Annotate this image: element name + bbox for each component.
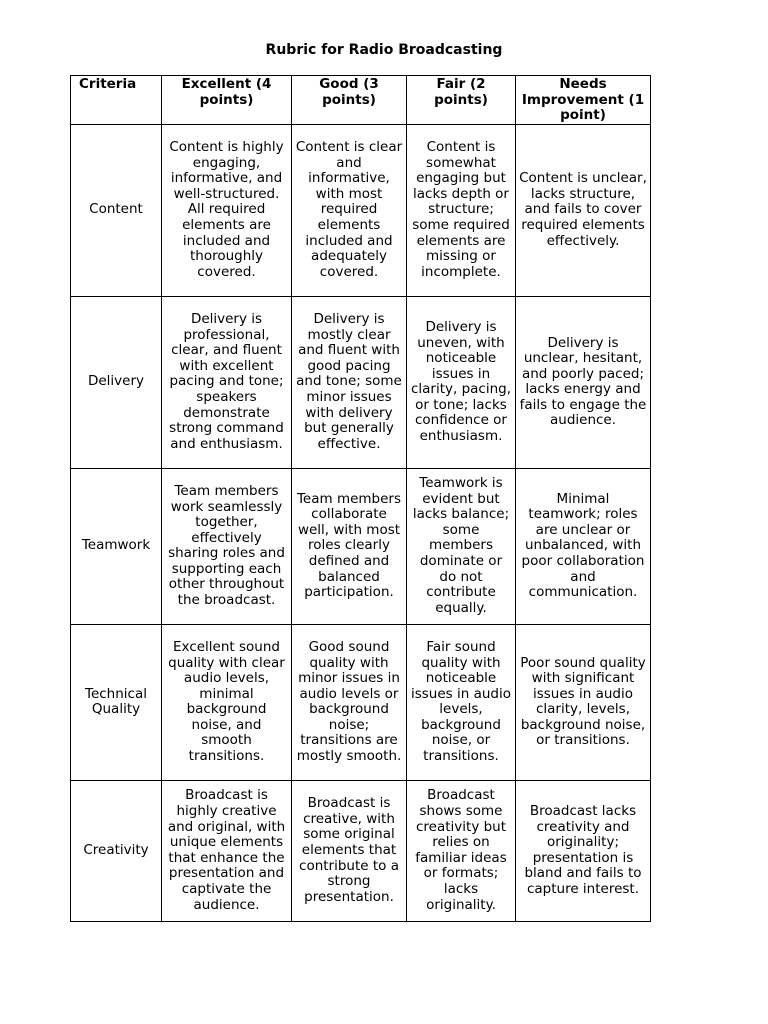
good-cell: Content is clear and informative, with most required elements included and adequately covered.: [292, 124, 407, 296]
header-good: Good (3 points): [292, 76, 407, 125]
excellent-cell: Team members work seamlessly together, effectively sharing roles and supporting each other throughout the broadcast.: [162, 468, 292, 624]
header-excellent: Excellent (4 points): [162, 76, 292, 125]
header-needs-improvement: Needs Improvement (1 point): [516, 76, 651, 125]
needs-cell: Poor sound quality with significant issues in audio clarity, levels, background noise, or transitions.: [516, 624, 651, 780]
needs-cell: Delivery is unclear, hesitant, and poorly paced; lacks energy and fails to engage the audience.: [516, 296, 651, 468]
document-title: Rubric for Radio Broadcasting: [265, 42, 503, 58]
good-cell: Broadcast is creative, with some original elements that contribute to a strong presentation.: [292, 780, 407, 921]
good-cell: Team members collaborate well, with most roles clearly defined and balanced participation.: [292, 468, 407, 624]
fair-cell: Broadcast shows some creativity but relies on familiar ideas or formats; lacks originality.: [407, 780, 516, 921]
excellent-cell: Broadcast is highly creative and original, with unique elements that enhance the presentation and captivate the audience.: [162, 780, 292, 921]
criterion-cell: Delivery: [71, 296, 162, 468]
table-row: [71, 296, 651, 468]
table-row: [71, 780, 651, 921]
excellent-cell: Excellent sound quality with clear audio levels, minimal background noise, and smooth transitions.: [162, 624, 292, 780]
table-row: [71, 124, 651, 296]
needs-cell: Content is unclear, lacks structure, and fails to cover required elements effectively.: [516, 124, 651, 296]
criterion-cell: Teamwork: [71, 468, 162, 624]
good-cell: Good sound quality with minor issues in audio levels or background noise; transitions are mostly smooth.: [292, 624, 407, 780]
criterion-cell: Technical Quality: [71, 624, 162, 780]
fair-cell: Content is somewhat engaging but lacks depth or structure; some required elements are missing or incomplete.: [407, 124, 516, 296]
header-fair: Fair (2 points): [407, 76, 516, 125]
needs-cell: Broadcast lacks creativity and originality; presentation is bland and fails to capture interest.: [516, 780, 651, 921]
good-cell: Delivery is mostly clear and fluent with good pacing and tone; some minor issues with delivery but generally effective.: [292, 296, 407, 468]
excellent-cell: Delivery is professional, clear, and fluent with excellent pacing and tone; speakers demonstrate strong command and enthusiasm.: [162, 296, 292, 468]
fair-cell: Teamwork is evident but lacks balance; some members dominate or do not contribute equally.: [407, 468, 516, 624]
needs-cell: Minimal teamwork; roles are unclear or unbalanced, with poor collaboration and communication.: [516, 468, 651, 624]
table-row: [71, 468, 651, 624]
fair-cell: Delivery is uneven, with noticeable issues in clarity, pacing, or tone; lacks confidence or enthusiasm.: [407, 296, 516, 468]
criterion-cell: Creativity: [71, 780, 162, 921]
criterion-cell: Content: [71, 124, 162, 296]
excellent-cell: Content is highly engaging, informative, and well-structured. All required elements are included and thoroughly covered.: [162, 124, 292, 296]
header-row: [71, 76, 651, 125]
table-row: [71, 624, 651, 780]
header-criteria: Criteria: [71, 76, 162, 125]
rubric-table: [70, 75, 651, 922]
fair-cell: Fair sound quality with noticeable issues in audio levels, background noise, or transitions.: [407, 624, 516, 780]
